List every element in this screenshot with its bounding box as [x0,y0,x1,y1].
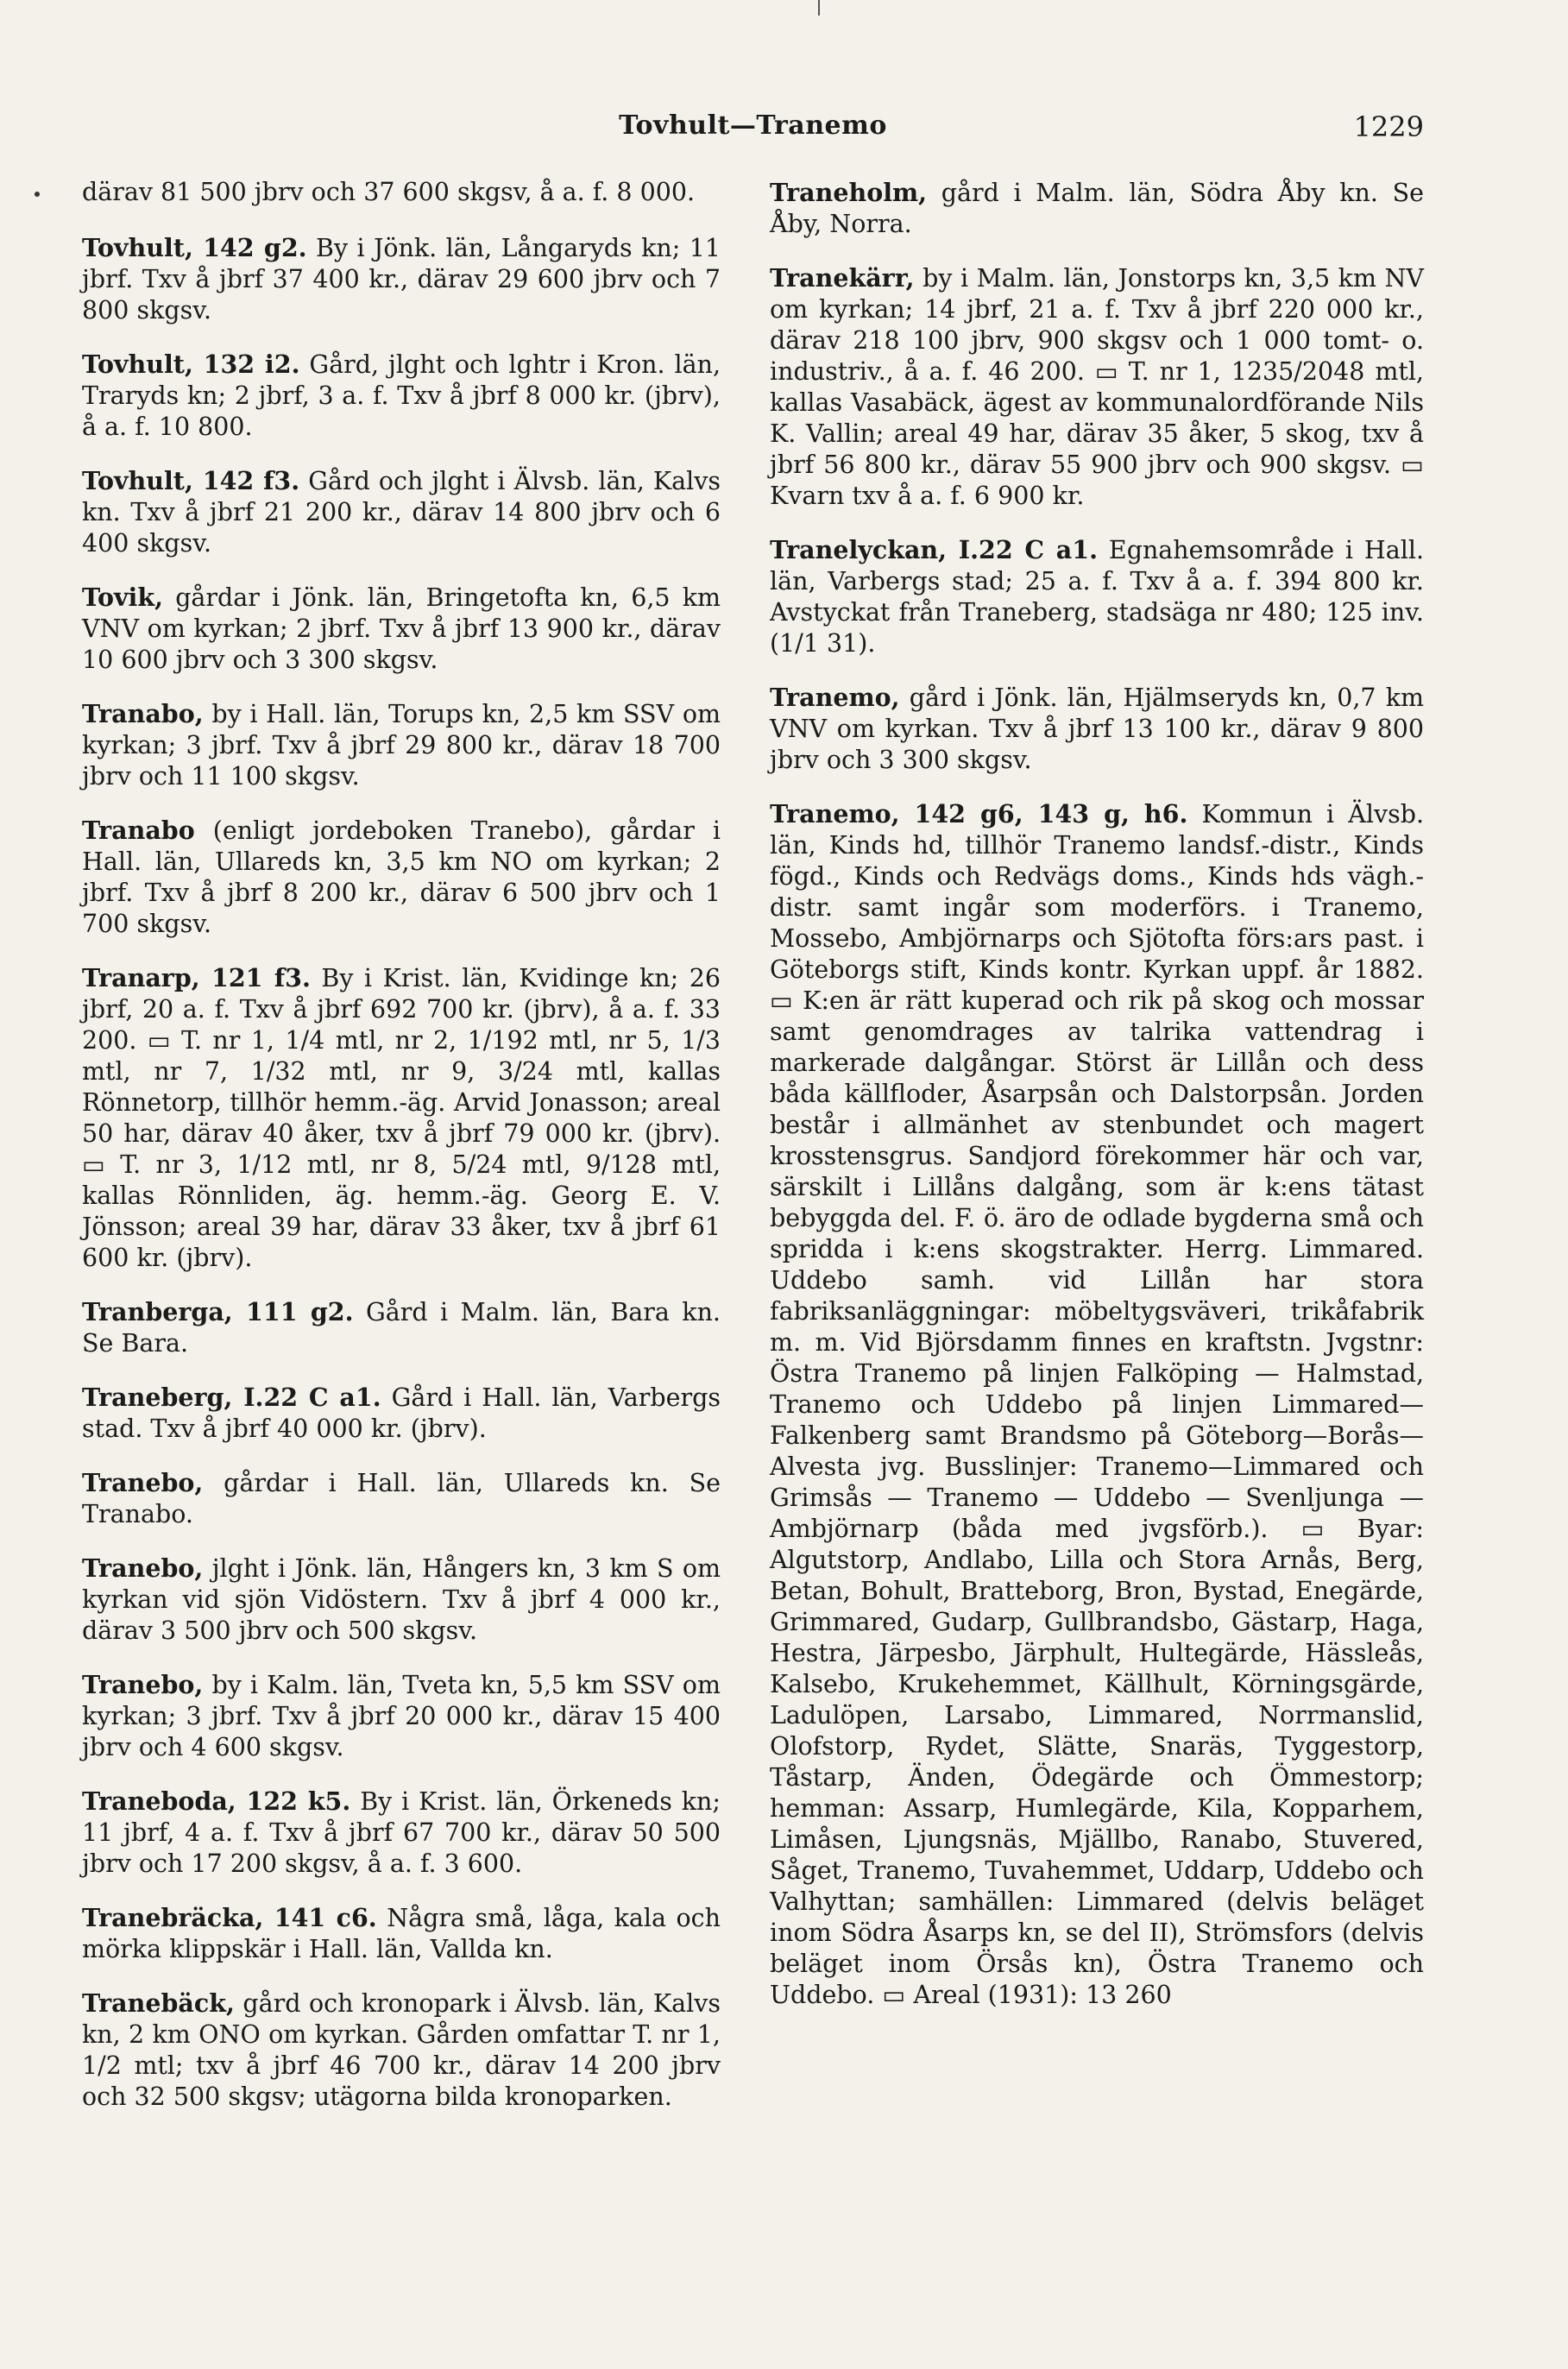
gazetteer-entry [82,582,721,676]
entry-text: jlght i Jönk. län, Hångers kn, 3 km S om kyrkan vid sjön Vidöstern. Txv å jbrf 4 000 kr., därav 3 500 jbrv och 500 skgsv. [82,1554,721,1645]
entry-headword: Traneberg, I.22 C a1. [82,1383,381,1412]
entry-text: gård i Malm. län, Södra Åby kn. Se Åby, Norra. [770,179,1424,238]
gazetteer-entry [82,1902,721,1965]
entry-text: Några små, låga, kala och mörka klippskär i Hall. län, Vallda kn. [82,1904,721,1963]
gazetteer-entry [82,1382,721,1445]
page-header [82,110,1424,148]
right-column [770,177,1424,2033]
entry-text: Gård och jlght i Älvsb. län, Kalvs kn. Txv å jbrf 21 200 kr., därav 14 800 jbrv och 6 400 skgsv. [82,467,721,558]
entry-text: by i Kalm. län, Tveta kn, 5,5 km SSV om kyrkan; 3 jbrf. Txv å jbrf 20 000 kr., därav 15 400 jbrv och 4 600 skgsv. [82,1671,721,1761]
gazetteer-entry [82,698,721,792]
entry-headword: Tranabo [82,816,195,845]
gazetteer-entry [82,1296,721,1359]
gazetteer-entry [82,465,721,559]
entry-headword: Tranebo, [82,1468,204,1497]
page-number: 1229 [1353,110,1424,143]
entry-headword: Tranebräcka, 141 c6. [82,1903,377,1932]
gazetteer-entry [82,1786,721,1880]
gazetteer-entry [770,798,1424,2011]
gazetteer-entry [82,962,721,1274]
entry-text: By i Jönk. län, Långaryds kn; 11 jbrf. Txv å jbrf 37 400 kr., därav 29 600 jbrv och 7 800 skgsv. [82,234,721,324]
gazetteer-entry [82,232,721,326]
entry-headword: Tranebo, [82,1670,204,1699]
entry-text: by i Hall. län, Torups kn, 2,5 km SSV om kyrkan; 3 jbrf. Txv å jbrf 29 800 kr., därav 18 700 jbrv och 11 100 skgsv. [82,700,721,791]
entry-text: By i Krist. län, Kvidinge kn; 26 jbrf, 20 a. f. Txv å jbrf 692 700 kr. (jbrv), å a. f. 33 200. ▭ T. nr 1, 1/4 mtl, nr 2, 1/192 mtl, nr 5, 1/3 mtl, nr 7, 1/32 mtl, nr 9, 3/24 mtl, kallas Rönnetorp, tillhör hemm.-äg. Arvid Jonasson; areal 50 har, därav 40 åker, txv å jbrf 79 000 kr. (jbrv). ▭ T. nr 3, 1/12 mtl, nr 8, 5/24 mtl, 9/128 mtl, kallas Rönnliden, äg. hemm.-äg. Georg E. V. Jönsson; areal 39 har, därav 33 åker, txv å jbrf 61 600 kr. (jbrv). [82,964,721,1272]
entry-headword: Traneholm, [770,178,928,207]
entry-text: gårdar i Jönk. län, Bringetofta kn, 6,5 km VNV om kyrkan; 2 jbrf. Txv å jbrf 13 900 kr., därav 10 600 jbrv och 3 300 skgsv. [82,583,721,674]
entry-headword: Tranemo, 142 g6, 143 g, h6. [770,799,1188,829]
entry-headword: Tranebäck, [82,1988,235,2018]
entry-headword: Tranberga, 111 g2. [82,1297,354,1326]
gazetteer-entry [82,1553,721,1647]
gazetteer-entry [82,1467,721,1530]
entry-text: Gård i Hall. län, Varbergs stad. Txv å jbrf 40 000 kr. (jbrv). [82,1383,721,1443]
entry-headword: Tovhult, 142 f3. [82,466,300,495]
entry-headword: Traneboda, 122 k5. [82,1786,351,1816]
entry-text: Kommun i Älvsb. län, Kinds hd, tillhör Tranemo landsf.-distr., Kinds fögd., Kinds och Redvägs doms., Kinds hds vägh.-distr. samt ingår som moderförs. i Tranemo, Mossebo, Ambjörnarps och Sjötofta förs:ars past. i Göteborgs stift, Kinds kontr. Kyrkan uppf. år 1882. ▭ K:en är rätt kuperad och rik på skog och mossar samt genomdrages av talrika vattendrag i markerade dalgångar. Störst är Lillån och dess båda källfloder, Åsarpsån och Dalstorpsån. Jorden består i allmänhet av stenbundet och magert krosstensgrus. Sandjord förekommer här och var, särskilt i Lillåns dalgång, som är k:ens tätast bebyggda del. F. ö. äro de odlade bygderna små och spridda i k:ens skogstrakter. Herrg. Limmared. Uddebo samh. vid Lillån har stora fabriksanläggningar: möbeltygsväveri, trikåfabrik m. m. Vid Björsdamm finnes en kraftstn. Jvgstnr: Östra Tranemo på linjen Falköping — Halmstad, Tranemo och Uddebo på linjen Limmared— Falkenberg samt Brandsmo på Göteborg—Borås—Alvesta jvg. Busslinjer: Tranemo—Limmared och Grimsås — Tranemo — Uddebo — Svenljunga — Ambjörnarp (båda med jvgsförb.). ▭ Byar: Algutstorp, Andlabo, Lilla och Stora Arnås, Berg, Betan, Bohult, Bratteborg, Bron, Bystad, Enegärde, Grimmared, Gudarp, Gullbrandsbo, Gästarp, Haga, Hestra, Järpesbo, Järphult, Hultegärde, Hässleås, Kalsebo, Krukehemmet, Källhult, Körningsgärde, Ladulöpen, Larsabo, Limmared, Norrmanslid, Olofstorp, Rydet, Slätte, Snaräs, Tyggestorp, Tåstarp, Änden, Ödegärde och Ömmestorp; hemman: Assarp, Humlegärde, Kila, Kopparhem, Limåsen, Ljungsnäs, Mjällbo, Ranabo, Stuvered, Såget, Tranemo, Tuvahemmet, Uddarp, Uddebo och Valhyttan; samhällen: Limmared (delvis beläget inom Södra Åsarps kn, se del II), Strömsfors (delvis beläget inom Örsås kn), Östra Tranemo och Uddebo. ▭ Areal (1931): 13 260 [770,800,1424,2009]
entry-text: Gård i Malm. län, Bara kn. Se Bara. [82,1298,721,1358]
entry-headword: Tovik, [82,583,164,612]
entry-text: by i Malm. län, Jonstorps kn, 3,5 km NV om kyrkan; 14 jbrf, 21 a. f. Txv å jbrf 220 000 kr., därav 218 100 jbrv, 900 skgsv och 1 000 tomt- o. industriv., å a. f. 46 200. ▭ T. nr 1, 1235/2048 mtl, kallas Vasabäck, ägest av kommunalordförande Nils K. Vallin; areal 49 har, därav 35 åker, 5 skog, txv å jbrf 56 800 kr., därav 55 900 jbrv och 900 skgsv. ▭ Kvarn txv å a. f. 6 900 kr. [770,264,1424,510]
margin-dot [35,192,40,197]
gazetteer-entry [82,1669,721,1763]
entry-text: därav 81 500 jbrv och 37 600 skgsv, å a. f. 8 000. [82,178,696,206]
gazetteer-entry [82,349,721,443]
entry-text: Egnahemsområde i Hall. län, Varbergs stad; 25 a. f. Txv å a. f. 394 800 kr. Avstyckat från Traneberg, stadsäga nr 480; 125 inv. (1/1 31). [770,536,1425,658]
entry-headword: Tranebo, [82,1553,204,1583]
entry-text: gård i Jönk. län, Hjälmseryds kn, 0,7 km VNV om kyrkan. Txv å jbrf 13 100 kr., därav 9 800 jbrv och 3 300 skgsv. [770,684,1424,774]
gazetteer-entry [82,815,721,940]
gazetteer-entry [770,262,1424,512]
entry-text: (enligt jordeboken Tranebo), gårdar i Hall. län, Ullareds kn, 3,5 km NO om kyrkan; 2 jbrf. Txv å jbrf 8 200 kr., därav 6 500 jbrv och 1 700 skgsv. [82,816,721,938]
entry-text: gårdar i Hall. län, Ullareds kn. Se Tranabo. [82,1469,721,1528]
entry-headword: Tranabo, [82,699,204,728]
gazetteer-entry [82,1988,721,2113]
entry-headword: Tranelyckan, I.22 C a1. [770,535,1099,564]
entry-headword: Tranarp, 121 f3. [82,963,311,992]
entry-headword: Tranemo, [770,683,900,712]
entry-headword: Tranekärr, [770,263,915,293]
gazetteer-entry [82,177,721,208]
entry-text: gård och kronopark i Älvsb. län, Kalvs kn, 2 km ONO om kyrkan. Gården omfattar T. nr 1, 1/2 mtl; txv å jbrf 46 700 kr., därav 14 200 jbrv och 32 500 skgsv; utägorna bilda kronoparken. [82,1989,721,2111]
entry-headword: Tovhult, 132 i2. [82,350,300,379]
running-title: Tovhult—Tranemo [619,110,887,141]
left-column [82,177,721,2135]
entry-headword: Tovhult, 142 g2. [82,233,307,262]
gazetteer-entry [770,534,1424,659]
entry-text: By i Krist. län, Örkeneds kn; 11 jbrf, 4 a. f. Txv å jbrf 67 700 kr., därav 50 500 jbrv och 17 200 skgsv, å a. f. 3 600. [82,1787,721,1878]
gazetteer-entry [770,682,1424,776]
entry-text: Gård, jlght och lghtr i Kron. län, Traryds kn; 2 jbrf, 3 a. f. Txv å jbrf 8 000 kr. (jbrv), å a. f. 10 800. [82,350,721,441]
gazetteer-entry [770,177,1424,240]
crop-mark [818,0,820,16]
